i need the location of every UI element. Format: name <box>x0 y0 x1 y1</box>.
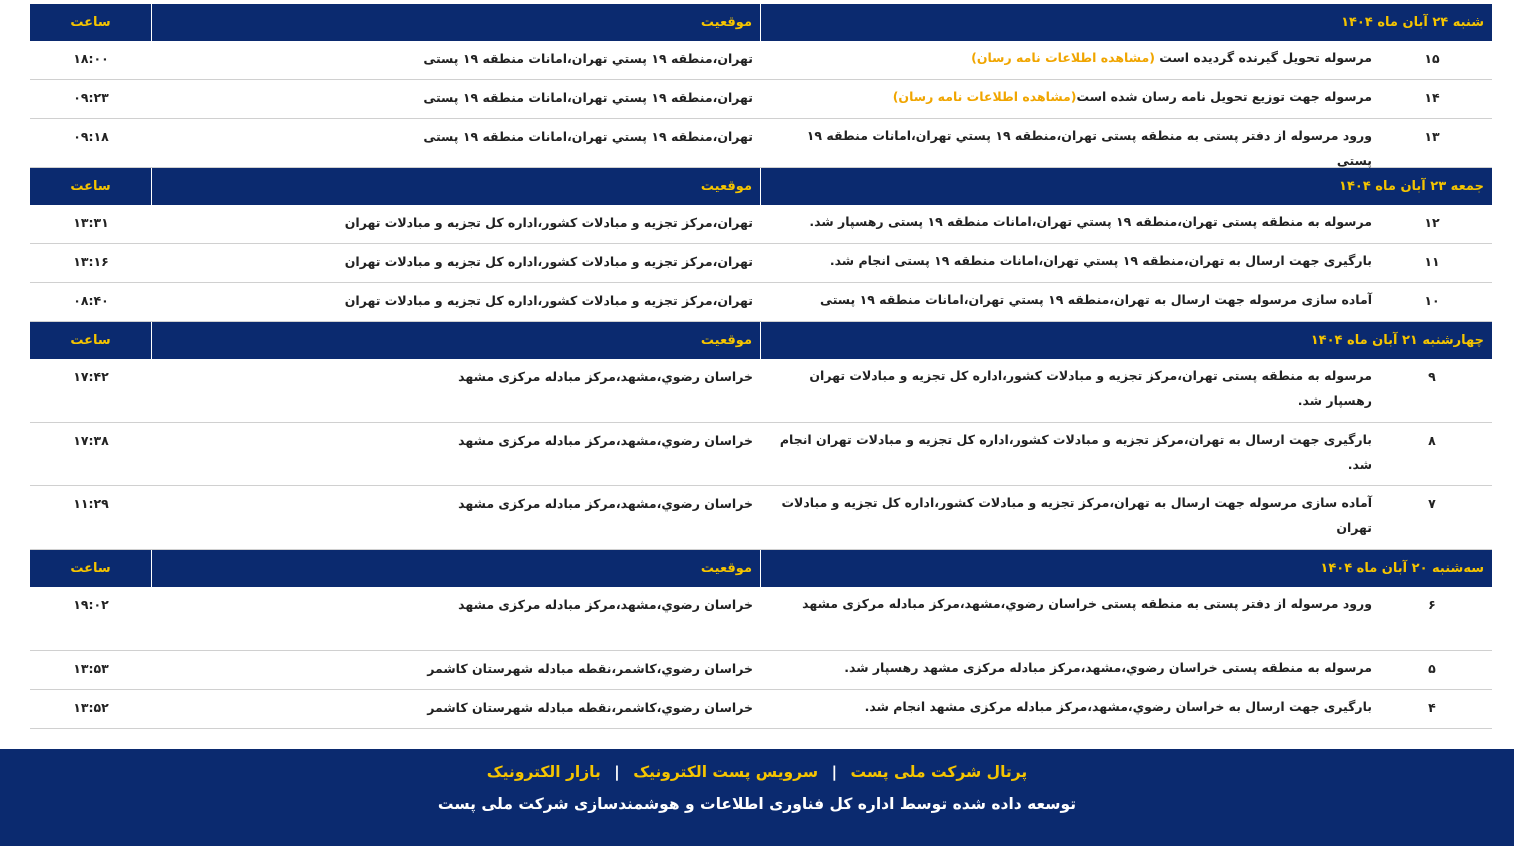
event-number: ۱۱ <box>1424 254 1440 269</box>
location-column-header: موقعيت <box>152 322 761 359</box>
event-time: ۱۳:۱۶ <box>73 254 109 269</box>
event-time: ۱۳:۵۲ <box>73 700 109 715</box>
event-location: تهران،مرکز تجزیه و مبادلات کشور،اداره کل تجزیه و مبادلات تهران <box>344 293 753 308</box>
event-number: ۱۳ <box>1424 129 1440 144</box>
event-time: ۱۳:۵۳ <box>73 661 109 676</box>
event-location: تهران،منطقه ۱۹ پستي تهران،امانات منطقه ۱۹ پستی <box>423 90 753 105</box>
event-description: بارگیری جهت ارسال به تهران،مرکز تجزیه و مبادلات کشور،اداره کل تجزیه و مبادلات تهران انجام شد. <box>779 432 1372 472</box>
event-time: ۰۹:۱۸ <box>73 129 109 144</box>
event-description-cell <box>761 74 1372 118</box>
event-number: ۱۲ <box>1424 215 1440 230</box>
event-description: مرسوله به منطقه پستی تهران،مرکز تجزیه و مبادلات کشور،اداره کل تجزیه و مبادلات تهران رهسپار شد. <box>809 368 1372 408</box>
event-description-cell <box>761 645 1372 689</box>
event-number: ۹ <box>1428 369 1436 384</box>
tracking-event-row <box>30 283 1492 322</box>
tracking-event-row <box>30 119 1492 168</box>
event-description: بارگیری جهت ارسال به خراسان رضوي،مشهد،مرکز مبادله مرکزی مشهد انجام شد. <box>864 699 1372 714</box>
event-number: ۱۴ <box>1424 90 1440 105</box>
day-date: چهارشنبه ۲۱ آبان ماه ۱۴۰۴ <box>1310 333 1484 348</box>
event-location: خراسان رضوي،مشهد،مرکز مبادله مرکزی مشهد <box>458 433 753 448</box>
event-description-cell <box>761 353 1372 422</box>
event-time: ۰۸:۴۰ <box>73 293 109 308</box>
tracking-table <box>30 4 1492 729</box>
tracking-event-row <box>30 359 1492 423</box>
day-date: سه‌شنبه ۲۰ آبان ماه ۱۴۰۴ <box>1320 561 1484 576</box>
event-location: خراسان رضوي،کاشمر،نقطه مبادله شهرستان کاشمر <box>427 661 753 676</box>
event-description-cell <box>761 238 1372 282</box>
tracking-event-row <box>30 690 1492 729</box>
event-number: ۱۰ <box>1424 293 1440 308</box>
event-description: مرسوله به منطقه پستی تهران،منطقه ۱۹ پستي تهران،امانات منطقه ۱۹ پستی رهسپار شد. <box>809 214 1372 229</box>
footer <box>0 749 1514 846</box>
footer-link-email-service[interactable]: سرویس پست الکترونیک <box>633 763 819 781</box>
day-date: جمعه ۲۳ آبان ماه ۱۴۰۴ <box>1339 179 1484 194</box>
day-date: شنبه ۲۴ آبان ماه ۱۴۰۴ <box>1341 15 1484 30</box>
event-location: خراسان رضوي،مشهد،مرکز مبادله مرکزی مشهد <box>458 597 753 612</box>
event-location: خراسان رضوي،کاشمر،نقطه مبادله شهرستان کاشمر <box>427 700 753 715</box>
event-time: ۱۹:۰۲ <box>73 597 109 612</box>
event-description-cell <box>761 417 1372 485</box>
event-description: آماده سازی مرسوله جهت ارسال به تهران،منطقه ۱۹ پستي تهران،امانات منطقه ۱۹ پستی <box>820 292 1372 307</box>
event-location: تهران،مرکز تجزیه و مبادلات کشور،اداره کل تجزیه و مبادلات تهران <box>344 254 753 269</box>
event-number: ۷ <box>1428 496 1436 511</box>
footer-separator: | <box>614 763 620 781</box>
time-column-header: ساعت <box>30 168 152 205</box>
event-description-cell <box>761 684 1372 728</box>
event-description-cell <box>761 480 1372 549</box>
footer-credit: توسعه داده شده توسط اداره کل فناوری اطلاعات و هوشمندسازی شرکت ملی پست <box>437 795 1077 813</box>
view-postman-info-link[interactable]: (مشاهده اطلاعات نامه رسان) <box>971 50 1155 65</box>
event-number: ۱۵ <box>1424 51 1440 66</box>
time-column-header: ساعت <box>30 322 152 359</box>
footer-link-e-market[interactable]: بازار الکترونیک <box>486 763 601 781</box>
event-description: آماده سازی مرسوله جهت ارسال به تهران،مرکز تجزیه و مبادلات کشور،اداره کل تجزیه و مبادلات تهران <box>781 495 1372 535</box>
view-postman-info-link[interactable]: (مشاهده اطلاعات نامه رسان) <box>892 89 1077 104</box>
event-time: ۰۹:۲۳ <box>73 90 109 105</box>
footer-links <box>0 763 1514 781</box>
event-description: بارگیری جهت ارسال به تهران،منطقه ۱۹ پستي تهران،امانات منطقه ۱۹ پستی انجام شد. <box>829 253 1372 268</box>
tracking-event-row <box>30 486 1492 550</box>
location-column-header: موقعيت <box>152 4 761 41</box>
event-description-cell <box>761 199 1372 243</box>
event-number: ۵ <box>1428 661 1436 676</box>
event-time: ۱۱:۲۹ <box>73 496 109 511</box>
location-column-header: موقعيت <box>152 550 761 587</box>
event-time: ۱۸:۰۰ <box>73 51 109 66</box>
event-description-cell <box>761 113 1372 167</box>
tracking-event-row <box>30 587 1492 651</box>
location-column-header: موقعيت <box>152 168 761 205</box>
event-location: تهران،مرکز تجزیه و مبادلات کشور،اداره کل تجزیه و مبادلات تهران <box>344 215 753 230</box>
event-location: تهران،منطقه ۱۹ پستي تهران،امانات منطقه ۱۹ پستی <box>423 129 753 144</box>
event-description-cell <box>761 581 1372 650</box>
event-description-cell <box>761 277 1372 321</box>
footer-link-post-portal[interactable]: پرتال شرکت ملی پست <box>850 763 1028 781</box>
event-time: ۱۷:۴۲ <box>73 369 109 384</box>
time-column-header: ساعت <box>30 550 152 587</box>
event-location: خراسان رضوي،مشهد،مرکز مبادله مرکزی مشهد <box>458 369 753 384</box>
event-location: تهران،منطقه ۱۹ پستي تهران،امانات منطقه ۱۹ پستی <box>423 51 753 66</box>
event-time: ۱۳:۳۱ <box>73 215 109 230</box>
event-description: مرسوله جهت توزیع تحویل نامه رسان شده است <box>1076 89 1372 104</box>
event-number: ۴ <box>1428 700 1436 715</box>
tracking-event-row <box>30 423 1492 486</box>
footer-separator: | <box>831 763 838 781</box>
event-time: ۱۷:۳۸ <box>73 433 109 448</box>
event-description: مرسوله تحویل گیرنده گردیده است <box>1154 50 1372 65</box>
event-description: ورود مرسوله از دفتر پستی به منطقه پستی خراسان رضوي،مشهد،مرکز مبادله مرکزی مشهد <box>802 596 1372 611</box>
event-description: ورود مرسوله از دفتر پستی به منطقه پستی تهران،منطقه ۱۹ پستي تهران،امانات منطقه ۱۹ پستی <box>806 128 1372 168</box>
event-number: ۸ <box>1428 433 1436 448</box>
event-location: خراسان رضوي،مشهد،مرکز مبادله مرکزی مشهد <box>458 496 753 511</box>
time-column-header: ساعت <box>30 4 152 41</box>
event-description-cell <box>761 35 1372 79</box>
event-description: مرسوله به منطقه پستی خراسان رضوي،مشهد،مرکز مبادله مرکزی مشهد رهسپار شد. <box>844 660 1372 675</box>
event-number: ۶ <box>1428 597 1436 612</box>
